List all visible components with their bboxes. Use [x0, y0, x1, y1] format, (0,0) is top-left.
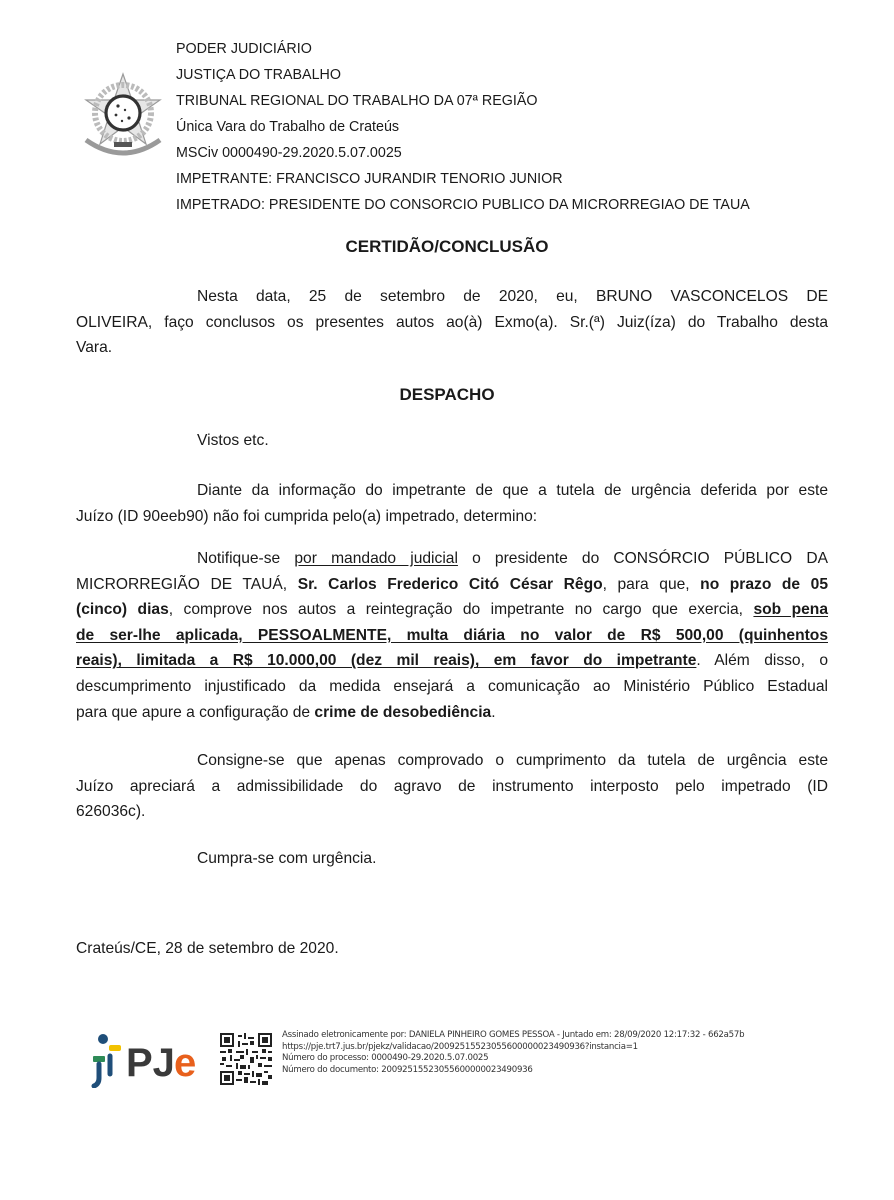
- despacho-paragraph-3: [76, 748, 828, 825]
- header-line-tribunal: TRIBUNAL REGIONAL DO TRABALHO DA 07ª REGIÃO: [176, 93, 538, 109]
- despacho-paragraph-2: [76, 546, 828, 725]
- p2-bold-name: Sr. Carlos Frederico Citó César Rêgo: [297, 575, 603, 593]
- vistos-text: Vistos etc.: [197, 432, 269, 449]
- header-line-vara: Única Vara do Trabalho de Crateús: [176, 119, 400, 135]
- p2-line-1: [76, 546, 828, 572]
- p2-line-3: [76, 597, 828, 623]
- p2-underlined-mandado: por mandado judicial: [294, 550, 458, 567]
- header-line-impetrado: IMPETRADO: PRESIDENTE DO CONSORCIO PUBLICO DA MICRORREGIAO DE TAUA: [176, 197, 750, 213]
- header-line-processo: MSCiv 0000490-29.2020.5.07.0025: [176, 145, 402, 161]
- p2-bold-underline-limite: reais), limitada a R$ 10.000,00 (dez mil reais), em favor do impetrante: [76, 652, 697, 670]
- p2-text: para que apure a configuração de: [76, 703, 315, 721]
- pje-logo-text-pj: PJ: [126, 1041, 175, 1085]
- p2-text: MICRORREGIÃO DE TAUÁ,: [76, 575, 298, 593]
- p2-line-5: [76, 648, 828, 674]
- p2-text: , comprove nos autos a reintegração do impetrante no cargo que exercia,: [168, 601, 754, 619]
- p2-line-7: [76, 700, 828, 726]
- despacho-paragraph-1: [76, 478, 828, 529]
- brasao-republica-icon: [78, 70, 168, 166]
- certidao-line-2: OLIVEIRA, faço conclusos os presentes autos ao(à) Exmo(a). Sr.(ª) Juiz(íza) do Trabalho desta: [76, 313, 828, 331]
- p2-text: o presidente do CONSÓRCIO PÚBLICO DA: [457, 550, 829, 567]
- despacho-title: DESPACHO: [399, 385, 495, 404]
- p2-text: , para que,: [602, 575, 701, 593]
- cumpra-se-text: Cumpra-se com urgência.: [197, 850, 377, 867]
- qr-code-icon: [220, 1033, 272, 1085]
- header-line-poder: PODER JUDICIÁRIO: [176, 41, 312, 57]
- p2-line-6: descumprimento injustificado da medida ensejará a comunicação ao Ministério Público Estadual: [76, 677, 828, 695]
- p2-text: .: [491, 703, 496, 721]
- p2-text: Notifique-se: [197, 550, 295, 567]
- certidao-paragraph: [76, 284, 828, 361]
- pje-logo-icon: [90, 1030, 212, 1088]
- pje-logo-text-e: e: [174, 1041, 197, 1085]
- document-header: [176, 36, 750, 218]
- certidao-line-3: Vara.: [76, 339, 113, 357]
- p2-bold-underline-multa: de ser-lhe aplicada, PESSOALMENTE, multa diária no valor de R$ 500,00 (quinhentos: [76, 626, 828, 644]
- validation-url[interactable]: https://pje.trt7.jus.br/pjekz/validacao/20092515523055600000023490936?instancia=1: [282, 1041, 638, 1052]
- p2-bold-crime: crime de desobediência: [314, 703, 492, 721]
- p3-line-3: 626036c).: [76, 803, 146, 821]
- certidao-line-1: Nesta data, 25 de setembro de 2020, eu, BRUNO VASCONCELOS DE: [197, 288, 828, 305]
- p1-line-1: Diante da informação do impetrante de que a tutela de urgência deferida por este: [197, 482, 828, 499]
- signature-line: Assinado eletronicamente por: DANIELA PINHEIRO GOMES PESSOA - Juntado em: 28/09/2020 12:17:32 - 662a57b: [282, 1030, 745, 1040]
- document-number-line: Número do documento: 20092515523055600000023490936: [282, 1064, 533, 1075]
- p3-line-1: Consigne-se que apenas comprovado o cumprimento da tutela de urgência este: [197, 752, 828, 769]
- electronic-signature-block: [282, 1030, 744, 1076]
- p2-bold-underline-pena: sob pena: [753, 601, 828, 619]
- date-line: Crateús/CE, 28 de setembro de 2020.: [76, 940, 339, 957]
- p3-line-2: Juízo apreciará a admissibilidade do agravo de instrumento interposto pelo impetrado (ID: [76, 777, 828, 795]
- header-line-justica: JUSTIÇA DO TRABALHO: [176, 67, 341, 83]
- p2-bold-prazo: no prazo de 05: [700, 575, 829, 593]
- p2-text: . Além disso, o: [696, 652, 829, 670]
- p1-line-2: Juízo (ID 90eeb90) não foi cumprida pelo(a) impetrado, determino:: [76, 507, 538, 525]
- p2-line-4: [76, 623, 828, 649]
- header-line-impetrante: IMPETRANTE: FRANCISCO JURANDIR TENORIO JUNIOR: [176, 171, 563, 187]
- process-number-line: Número do processo: 0000490-29.2020.5.07.0025: [282, 1053, 489, 1064]
- p2-line-2: [76, 572, 828, 598]
- certidao-title: CERTIDÃO/CONCLUSÃO: [345, 237, 549, 256]
- p2-bold-dias: (cinco) dias: [76, 601, 169, 619]
